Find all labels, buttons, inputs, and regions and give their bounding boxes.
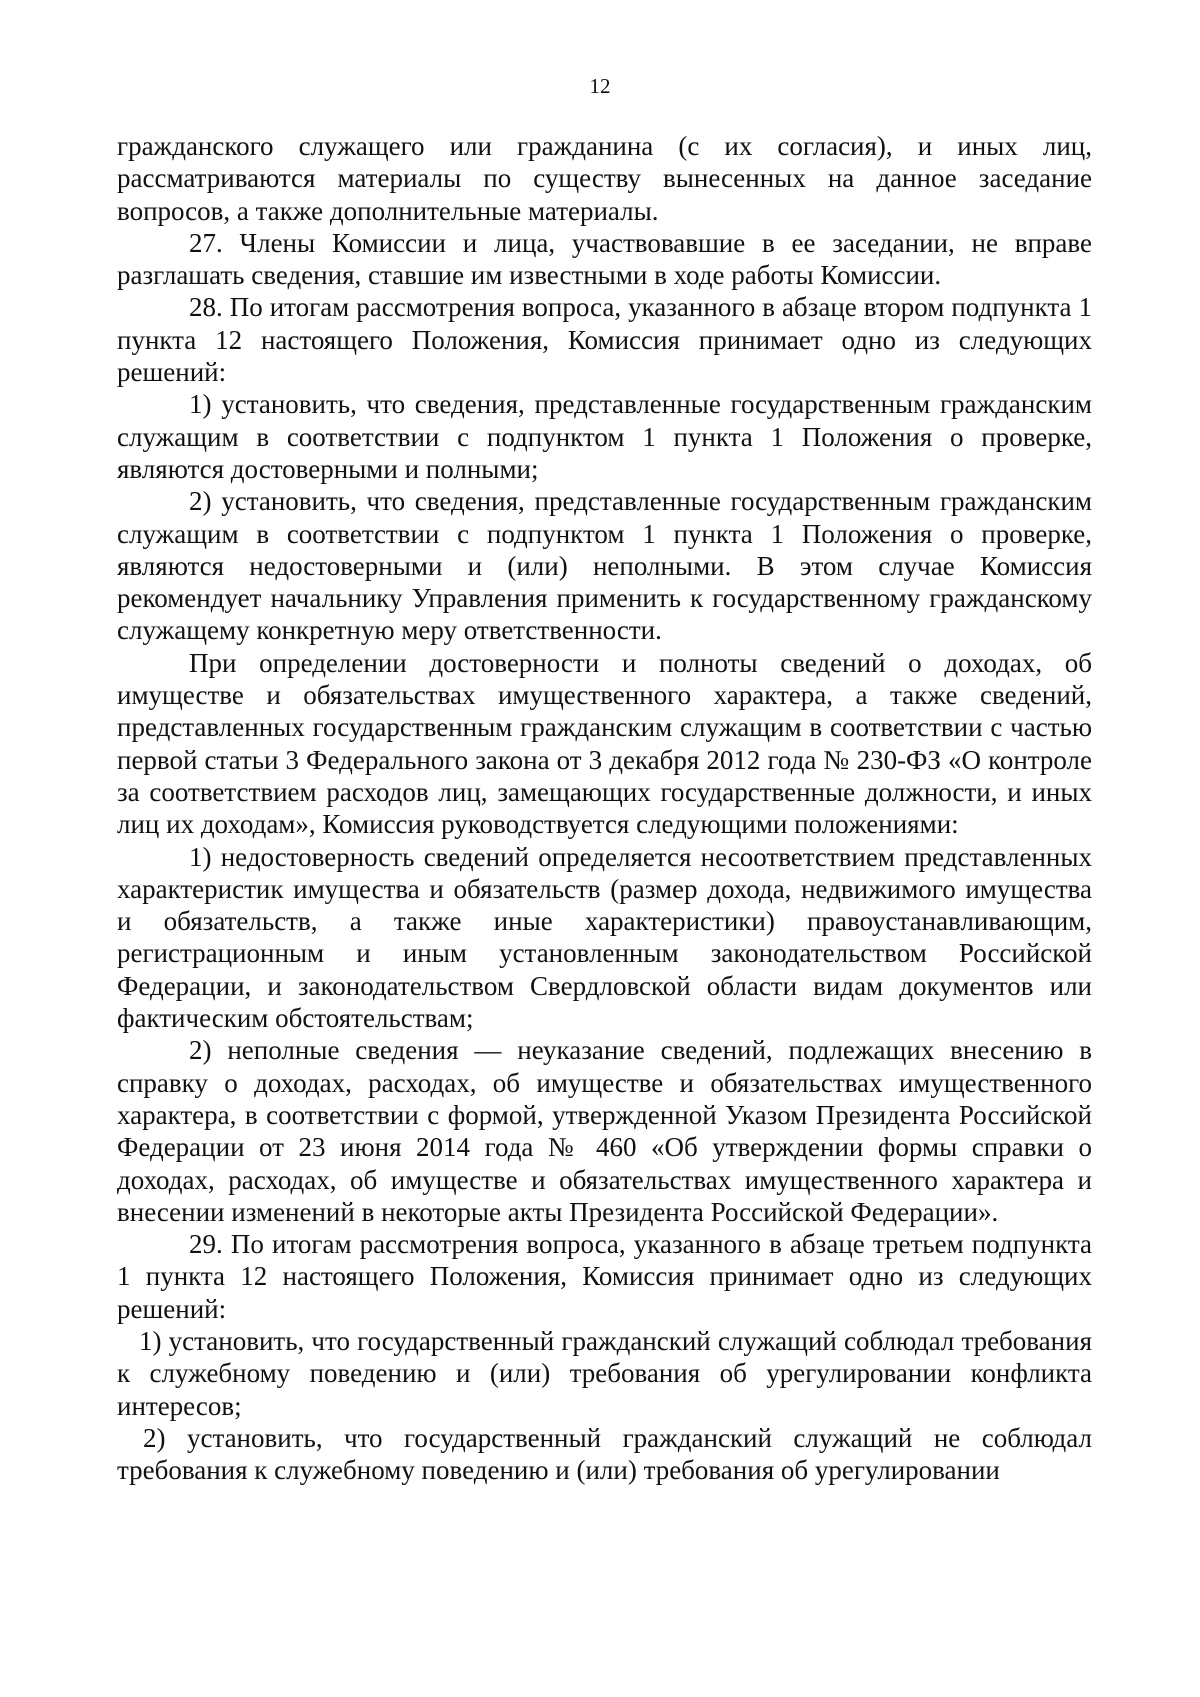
paragraph-item-29-2: 2) установить, что государственный гражданский служащий не соблюдал требования к служебному поведению и (или) требования об урегулировании	[117, 1422, 1092, 1486]
paragraph-item-28: 28. По итогам рассмотрения вопроса, указанного в абзаце втором подпункта 1 пункта 12 настоящего Положения, Комиссия принимает одно из следующих решений:	[117, 292, 1092, 388]
paragraph-item-28-2: 2) установить, что сведения, представленные государственным гражданским служащим в соответствии с подпунктом 1 пункта 1 Положения о проверке, являются недостоверными и (или) неполными. В этом случае Комиссия рекомендует начальнику Управления применить к государственному гражданскому служащему конкретную меру ответственности.	[117, 486, 1092, 646]
paragraph-criteria-1: 1) недостоверность сведений определяется несоответствием представленных характеристик имущества и обязательств (размер дохода, недвижимого имущества и обязательств, а также иные характеристики) правоустанавливающим, регистрационным и иным установленным законодательством Российской Федерации, и законодательством Свердловской области видам документов или фактическим обстоятельствам;	[117, 841, 1092, 1034]
paragraph-reliability-criteria: При определении достоверности и полноты сведений о доходах, об имуществе и обязательствах имущественного характера, а также сведений, представленных государственным гражданским служащим в соответствии с частью первой статьи 3 Федерального закона от 3 декабря 2012 года № 230-ФЗ «О контроле за соответствием расходов лиц, замещающих государственные должности, и иных лиц их доходам», Комиссия руководствуется следующими положениями:	[117, 647, 1092, 840]
paragraph-item-29: 29. По итогам рассмотрения вопроса, указанного в абзаце третьем подпункта 1 пункта 12 настоящего Положения, Комиссия принимает одно из следующих решений:	[117, 1229, 1092, 1324]
paragraph-item-29-1: 1) установить, что государственный гражданский служащий соблюдал требования к служебному поведению и (или) требования об урегулировании конфликта интересов;	[117, 1325, 1092, 1421]
paragraph-criteria-2: 2) неполные сведения — неуказание сведений, подлежащих внесению в справку о доходах, расходах, об имуществе и обязательствах имущественного характера, в соответствии с формой, утвержденной Указом Президента Российской Федерации от 23 июня 2014 года № 460 «Об утверждении формы справки о доходах, расходах, об имуществе и обязательствах имущественного характера и внесении изменений в некоторые акты Президента Российской Федерации».	[117, 1035, 1092, 1227]
document-body	[117, 130, 1092, 1486]
paragraph-item-27: 27. Члены Комиссии и лица, участвовавшие в ее заседании, не вправе разглашать сведения, ставшие им известными в ходе работы Комиссии.	[117, 227, 1092, 291]
paragraph-continuation: гражданского служащего или гражданина (с их согласия), и иных лиц, рассматриваются материалы по существу вынесенных на данное заседание вопросов, а также дополнительные материалы.	[117, 131, 1092, 226]
paragraph-item-28-1: 1) установить, что сведения, представленные государственным гражданским служащим в соответствии с подпунктом 1 пункта 1 Положения о проверке, являются достоверными и полными;	[117, 389, 1092, 484]
page-number: 12	[589, 74, 611, 98]
